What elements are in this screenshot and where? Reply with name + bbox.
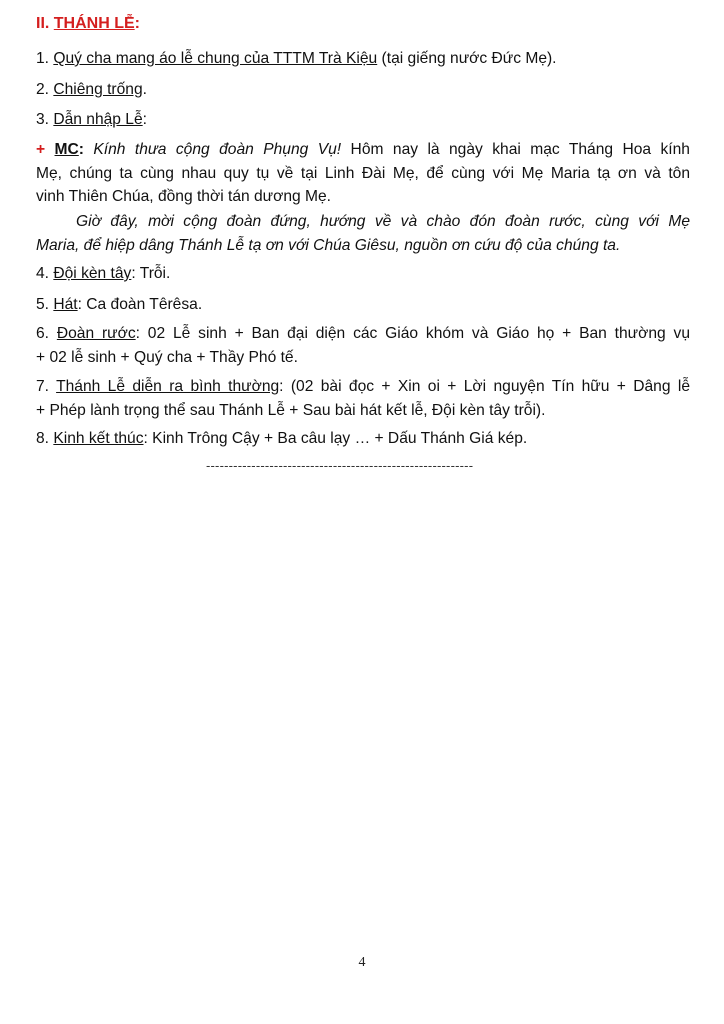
invite-line-2: Maria, để hiệp dâng Thánh Lễ tạ ơn với Chúa Giêsu, nguồn ơn cứu độ của chúng ta. bbox=[36, 236, 621, 254]
item-text: : Ca đoàn Têrêsa. bbox=[77, 296, 203, 313]
mc-line-3: vinh Thiên Chúa, đồng thời tán dương Mẹ. bbox=[36, 188, 332, 205]
item6-line-2: + 02 lễ sinh + Quý cha + Thầy Phó tế. bbox=[36, 348, 298, 366]
mc-text-1: Hôm nay là ngày khai mạc Tháng Hoa kính bbox=[341, 141, 690, 158]
list-item-3 bbox=[36, 107, 690, 132]
item-number: 8. bbox=[36, 430, 54, 447]
list-item-1 bbox=[36, 46, 690, 71]
item-text: : Trỗi. bbox=[131, 265, 171, 282]
item7-line-2: + Phép lành trọng thể sau Thánh Lễ + Sau bài hát kết lễ, Đội kèn tây trỗi). bbox=[36, 401, 546, 419]
item-number: 2. bbox=[36, 81, 54, 98]
mc-colon: : bbox=[78, 141, 94, 158]
item-text: : (02 bài đọc + Xin oi + Lời nguyện Tín hữu + Dâng lễ bbox=[279, 378, 690, 395]
item-number: 3. bbox=[36, 111, 54, 128]
list-item-6 bbox=[36, 322, 690, 369]
item-label: Dẫn nhập Lễ bbox=[53, 111, 143, 128]
heading-prefix: II. bbox=[36, 15, 54, 32]
item-text: (tại giếng nước Đức Mẹ). bbox=[377, 50, 557, 67]
item-label: Kinh kết thúc bbox=[53, 430, 144, 447]
item-text: : Kinh Trông Cậy + Ba câu lạy … + Dấu Thánh Giá kép. bbox=[143, 430, 528, 447]
item-label: Chiêng trống bbox=[53, 81, 143, 98]
mc-name: MC bbox=[54, 141, 79, 158]
item-number: 6. bbox=[36, 325, 57, 342]
item-number: 7. bbox=[36, 378, 57, 395]
item-text: : bbox=[142, 111, 147, 128]
mc-greeting: Kính thưa cộng đoàn Phụng Vụ! bbox=[93, 141, 342, 158]
item6-line-1 bbox=[36, 322, 690, 346]
mc-line-1 bbox=[36, 138, 690, 162]
invite-paragraph bbox=[36, 210, 690, 257]
list-item-5 bbox=[36, 292, 690, 317]
item7-line-1 bbox=[36, 375, 690, 399]
divider-line: ----------------------------------------------------------- bbox=[206, 458, 474, 473]
item-label: Hát bbox=[53, 296, 78, 313]
item-label: Thánh Lễ diễn ra bình thường bbox=[56, 378, 280, 395]
mc-plus: + bbox=[36, 141, 55, 158]
mc-paragraph bbox=[36, 138, 690, 209]
list-item-2 bbox=[36, 77, 690, 102]
item-number: 5. bbox=[36, 296, 54, 313]
item-text: . bbox=[142, 81, 147, 98]
mc-line-2: Mẹ, chúng ta cùng nhau quy tụ về tại Linh Đài Mẹ, để cùng với Mẹ Maria tạ ơn và tôn bbox=[36, 164, 690, 182]
item-label: Đoàn rước bbox=[56, 325, 136, 342]
item-number: 4. bbox=[36, 265, 54, 282]
item-label: Quý cha mang áo lễ chung của TTTM Trà Kiệu bbox=[53, 50, 378, 67]
page-number: 4 bbox=[358, 955, 366, 970]
heading-title: THÁNH LỄ bbox=[53, 15, 135, 32]
list-item-7 bbox=[36, 375, 690, 422]
heading-colon: : bbox=[134, 15, 140, 32]
item-number: 1. bbox=[36, 50, 54, 67]
item-text: : 02 Lễ sinh + Ban đại diện các Giáo khóm và Giáo họ + Ban thường vụ bbox=[135, 325, 690, 342]
invite-line-1: Giờ đây, mời cộng đoàn đứng, hướng về và chào đón đoàn rước, cùng với Mẹ bbox=[76, 213, 690, 230]
item-label: Đội kèn tây bbox=[53, 265, 132, 282]
list-item-4 bbox=[36, 261, 690, 286]
section-heading bbox=[36, 14, 140, 34]
list-item-8 bbox=[36, 426, 690, 451]
